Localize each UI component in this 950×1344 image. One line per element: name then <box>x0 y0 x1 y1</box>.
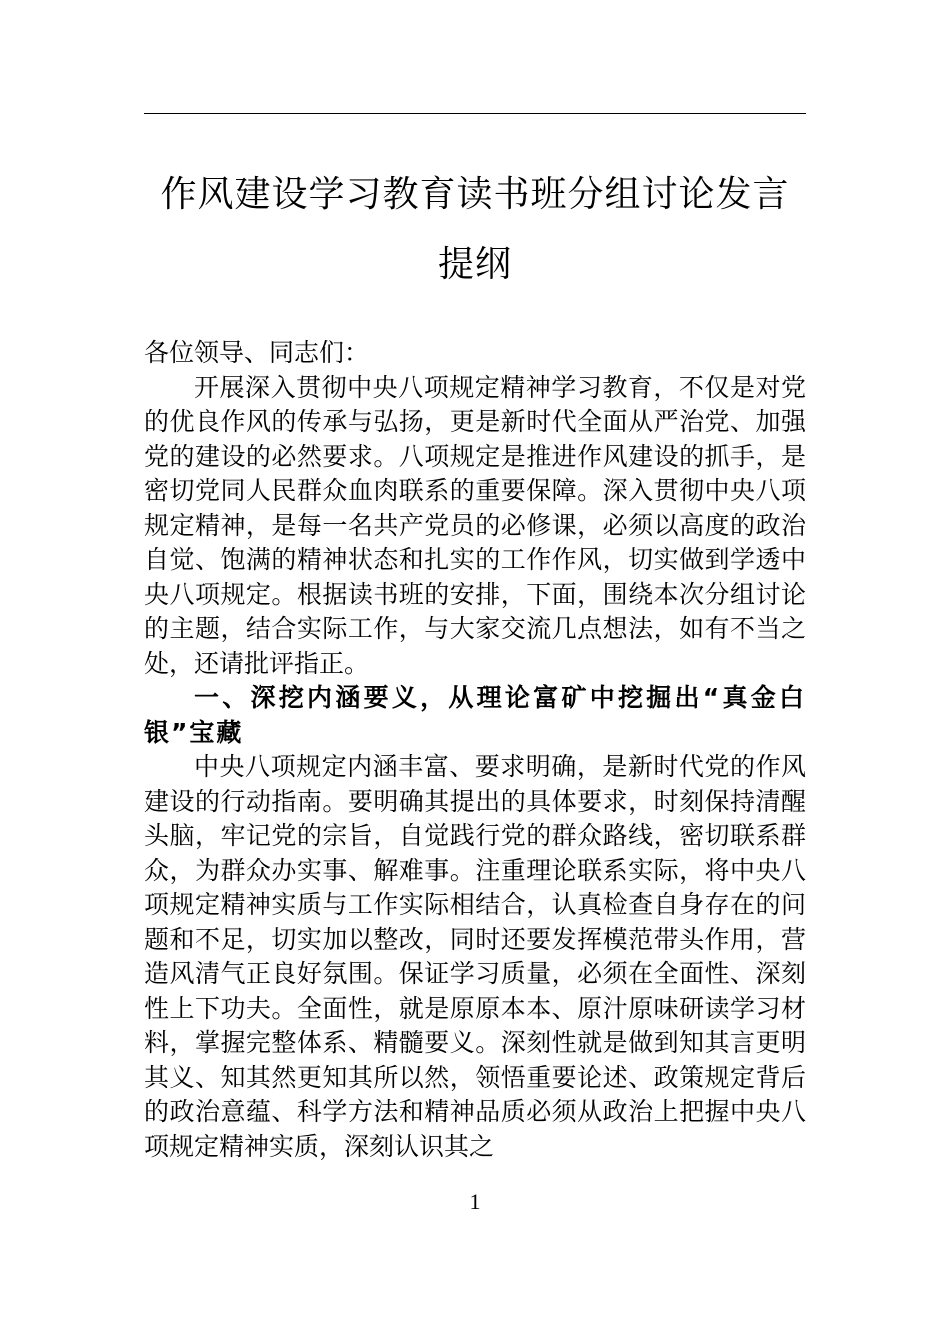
salutation: 各位领导、同志们： <box>144 338 370 367</box>
section-paragraph: 中央八项规定内涵丰富、要求明确，是新时代党的作风建设的行动指南。要明确其提出的具体要求，时刻保持清醒头脑，牢记党的宗旨，自觉践行党的群众路线，密切联系群众，为群众办实事、解难事。注重理论联系实际，将中央八项规定精神实质与工作实际相结合，认真检查自身存在的问题和不足，切实加以整改，同时还要发挥模范带头作用，营造风清气正良好氛围。保证学习质量，必须在全面性、深刻性上下功夫。全面性，就是原原本本、原汁原味研读学习材料，掌握完整体系、精髓要义。深刻性就是做到知其言更明其义、知其然更知其所以然，领悟重要论述、政策规定背后的政治意蕴、科学方法和精神品质必须从政治上把握中央八项规定精神实质，深刻认识其之 <box>144 752 806 1161</box>
section-heading: 一、深挖内涵要义，从理论富矿中挖掘出“真金白银”宝藏 <box>144 683 806 747</box>
intro-paragraph: 开展深入贯彻中央八项规定精神学习教育，不仅是对党的优良作风的传承与弘扬，更是新时代全面从严治党、加强党的建设的必然要求。八项规定是推进作风建设的抓手，是密切党同人民群众血肉联系的重要保障。深入贯彻中央八项规定精神，是每一名共产党员的必修课，必须以高度的政治自觉、饱满的精神状态和扎实的工作作风，切实做到学透中央八项规定。根据读书班的安排，下面，围绕本次分组讨论的主题，结合实际工作，与大家交流几点想法，如有不当之处，还请批评指正。 <box>144 372 806 678</box>
document-body <box>144 336 806 1164</box>
page-number: 1 <box>469 1189 481 1214</box>
header-rule <box>144 113 806 114</box>
document-title: 作风建设学习教育读书班分组讨论发言提纲 <box>160 174 790 285</box>
